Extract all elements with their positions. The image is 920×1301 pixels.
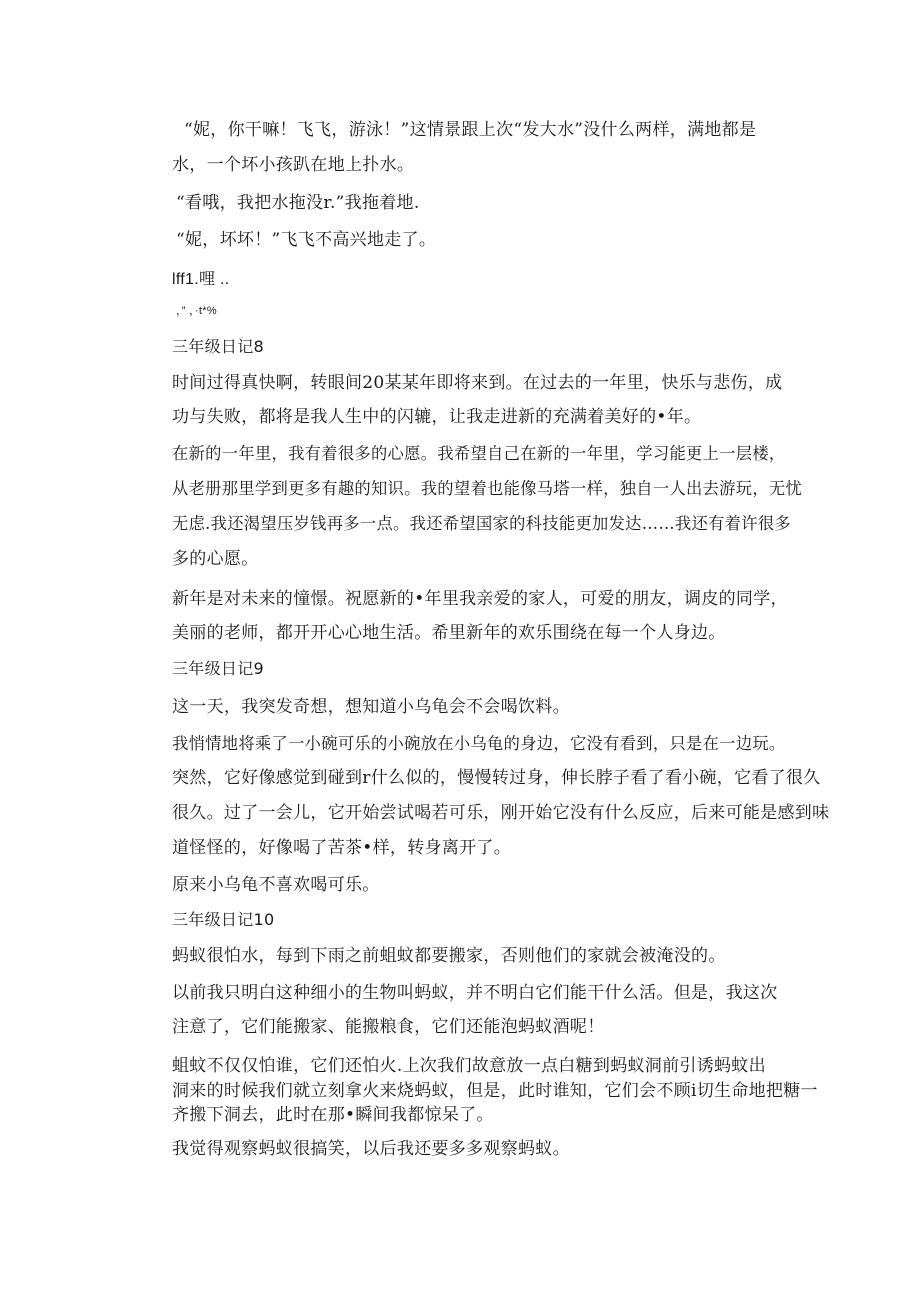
paragraph-line: 蛆蚊不仅仅怕谁，它们还怕火.上次我们故意放一点白糖到蚂蚁洞前引诱蚂蚊出 [172,1056,766,1076]
paragraph-line: 无虑.我还渴望压岁钱再多一点。我还希望国家的科技能更加发达……我还有着许很多 [172,514,791,533]
paragraph-line: 道怪怪的，好像喝了苦茶•样，转身离开了。 [172,838,512,858]
paragraph-line: 从老册那里学到更多有趣的知识。我的望着也能像马塔一样，独自一人出去游玩，无忧 [172,479,803,498]
paragraph-line: “看哦，我把水拖没r.”我拖着地. [176,193,420,213]
paragraph-line: 洞来的时候我们就立刻拿火来烧蚂蚁，但是，此时谁知，它们会不顾i切生命地把糖一 [172,1081,818,1101]
stray-text: lff1.哩 .. [172,271,230,288]
paragraph-line: “妮，你干嘛！飞飞，游泳！”这情景跟上次“发大水”没什么两样，满地都是 [184,120,757,140]
paragraph-line: 注意了，它们能搬家、能搬粮食，它们还能泡蚂蚁酒呢！ [172,1017,605,1037]
paragraph-line: 我觉得观察蚂蚁很搞笑，以后我还要多多观察蚂蚁。 [172,1139,570,1159]
paragraph-line: 以前我只明白这种细小的生物叫蚂蚁，并不明白它们能干什么活。但是，我这次 [172,983,778,1003]
paragraph-line: 很久。过了一会儿，它开始尝试喝若可乐，刚开始它没有什么反应，后来可能是感到味 [172,803,830,823]
paragraph-line: 我悄情地将乘了一小碗可乐的小碗放在小乌龟的身边，它没有看到，只是在一边玩。 [172,734,786,753]
section-heading: 三年级日记10 [172,910,275,929]
paragraph-line: 新年是对未来的憧憬。祝愿新的•年里我亲爱的家人，可爱的朋友，调皮的同学， [172,589,788,609]
section-heading: 三年级日记9 [172,659,264,678]
paragraph-line: 蚂蚁很怕水，每到下雨之前蛆蚊都要搬家，否则他们的家就会被淹没的。 [172,946,726,966]
paragraph-line: 这一天，我突发奇想，想知道小乌龟会不会喝饮料。 [172,697,570,717]
paragraph-line: 齐搬下洞去，此时在那•瞬间我都惊呆了。 [172,1105,494,1125]
paragraph-line: 功与失败，都将是我人生中的闪辘，让我走进新的充满着美好的•年。 [172,407,702,427]
paragraph-line: 水，一个坏小孩趴在地上扑水。 [172,155,415,175]
stray-text: ，” ，·t*% [176,305,217,317]
section-heading: 三年级日记8 [172,337,264,356]
paragraph-line: 美丽的老师，都开开心心地生活。希里新年的欢乐围绕在每一个人身边。 [172,623,726,643]
paragraph-line: 多的心愿。 [172,549,259,569]
paragraph-line: 在新的一年里，我有着很多的心愿。我希望自己在新的一年里，学习能更上一层楼， [172,444,786,463]
paragraph-line: 突然，它好像感觉到碰到r什么似的，慢慢转过身，伸长脖子看了看小碗，它看了很久 [172,768,821,788]
paragraph-line: 原来小乌龟不喜欢喝可乐。 [172,875,380,895]
paragraph-line: 时间过得真快啊，转眼间20某某年即将来到。在过去的一年里，快乐与悲伤，成 [172,373,783,393]
paragraph-line: “妮，坏坏！”飞飞不高兴地走了。 [176,230,437,250]
